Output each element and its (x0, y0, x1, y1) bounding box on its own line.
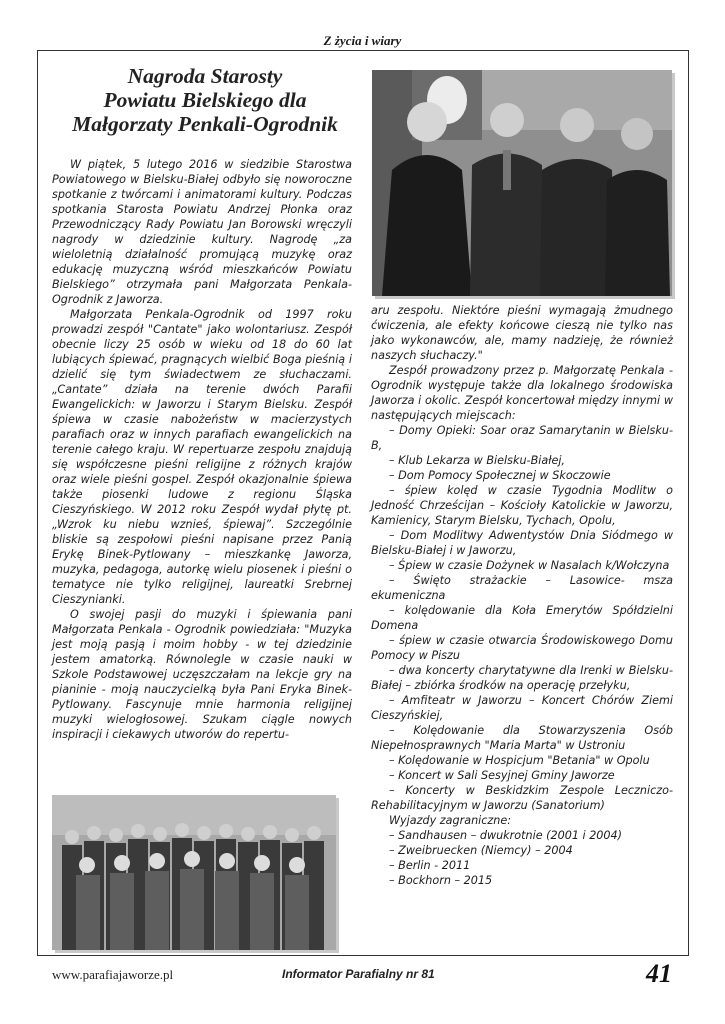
paragraph: aru zespołu. Niektóre pieśni wymagają żmudnego ćwiczenia, ale efekty końcowe cieszą nie tylko nas jako wykonawców, ale, mamy nadzieję, że również naszych słuchaczy." (371, 304, 673, 362)
title-line: Powiatu Bielskiego dla (103, 88, 307, 112)
venue-item: – śpiew w czasie otwarcia Środowiskowego Domu Pomocy w Piszu (371, 634, 673, 662)
paragraph: O swojej pasji do muzyki i śpiewania pani Małgorzata Penkala - Ogrodnik powiedziała: "Muzyka jest moją pasją i moim hobby - w tej dziedzinie jestem amatorką. Równolegle w czasie nauki w Szkole Podstawowej uczęszczałam na lekcje gry na pianinie - moją nauczycielką była Pani Eryka Binek-Pytlowany. Fascynuje mnie harmonia religijnej muzyki wielogłosowej. Szukam ciągle nowych inspiracji i ciekawych utworów do repertu- (52, 608, 352, 741)
venue-item: – Dom Pomocy Społecznej w Skoczowie (389, 469, 611, 482)
choir-photo-illustration (52, 795, 336, 950)
venue-item: – Domy Opieki: Soar oraz Samarytanin w Bielsku-B, (371, 424, 673, 452)
venue-item: – dwa koncerty charytatywne dla Irenki w Bielsku-Białej – zbiórka środków na operację przełyku, (371, 664, 673, 692)
venue-item: – śpiew kolęd w czasie Tygodnia Modlitw o Jedność Chrześcijan – Kościoły Katolickie w Jaworzu, Kamienicy, Starym Bielsku, Tychach, Opolu, (371, 484, 673, 527)
title-line: Nagroda Starosty (127, 64, 283, 88)
right-column (371, 303, 673, 888)
travel-item: – Sandhausen – dwukrotnie (2001 i 2004) (389, 829, 623, 842)
venue-item: – Koncerty w Beskidzkim Zespole Leczniczo-Rehabilitacyjnym w Jaworzu (Sanatorium) (371, 784, 673, 812)
travel-item: – Zweibruecken (Niemcy) – 2004 (389, 844, 573, 857)
left-column (52, 157, 352, 742)
travel-item: – Bockhorn – 2015 (389, 874, 493, 887)
paragraph: Zespół prowadzony przez p. Małgorzatę Penkala - Ogrodnik występuje także dla lokalnego środowiska Jaworza i okolic. Zespół koncertował między innymi w następujących miejscach: (371, 364, 673, 422)
travel-item: – Berlin - 2011 (389, 859, 471, 872)
award-photo (372, 70, 672, 296)
section-title: Z życia i wiary (323, 33, 402, 48)
venue-item: – Koncert w Sali Sesyjnej Gminy Jaworze (389, 769, 615, 782)
paragraph: Małgorzata Penkala-Ogrodnik od 1997 roku prowadzi zespół "Cantate" jako wolontariusz. Zespół obecnie liczy 25 osób w wieku od 18 do 60 lat lubiących śpiewać, pragnących wielbić Boga pieśnią i dzielić się tym świadectwem ze słuchaczami. „Cantate” działa na terenie dwóch Parafii Ewangelickich: w Jaworzu i Starym Bielsku. Zespół śpiewa w czasie nabożeństw w macierzystych parafiach oraz w innych parafiach ewangelickich na terenie całego kraju. W repertuarze zespołu znajdują się współczesne pieśni religijne z różnych krajów oraz wiele pieśni gospel. Zespół okazjonalnie śpiewa także piosenki ludowe z regionu Śląska Cieszyńskiego. W 2012 roku Zespół wydał płytę pt. „Wzrok ku niebu wznieś, śpiewaj”. Szczególnie bliskie są zespołowi pieśni napisane przez Panią Erykę Binek-Pytlowany – mieszkankę Jaworza, muzyka, pedagoga, autorkę wielu piosenek i pieśni o tematyce nie tylko religijnej, laureatki Srebrnej Cieszynianki. (52, 308, 352, 606)
page-number: 41 (646, 959, 672, 988)
venue-item: – Święto strażackie – Lasowice- msza ekumeniczna (371, 574, 673, 602)
venue-item: – Kolędowanie w Hospicjum "Betania" w Opolu (389, 754, 650, 767)
article-title (60, 64, 350, 136)
venue-item: – Klub Lekarza w Bielsku-Białej, (389, 454, 565, 467)
venue-item: – Amfiteatr w Jaworzu – Koncert Chórów Ziemi Cieszyńskiej, (371, 694, 673, 722)
venue-item: – Śpiew w czasie Dożynek w Nasalach k/Wołczyna (389, 559, 670, 572)
footer-website: www.parafiajaworze.pl (52, 967, 174, 982)
choir-photo (52, 795, 336, 950)
venue-item: – kolędowanie dla Koła Emerytów Spółdzielni Domena (371, 604, 673, 632)
paragraph: W piątek, 5 lutego 2016 w siedzibie Starostwa Powiatowego w Bielsku-Białej odbyło się noworoczne spotkanie z twórcami i animatorami kultury. Podczas spotkania Starosta Powiatu Andrzej Płonka oraz Przewodniczący Rady Powiatu Jan Borowski wręczyli nagrody w dziedzinie kultury. Nagrodę „za wieloletnią działalność promującą muzykę oraz edukację muzyczną wśród mieszkańców Powiatu Bielskiego” otrzymała pani Małgorzata Penkala-Ogrodnik z Jaworza. (52, 158, 352, 306)
venue-item: – Dom Modlitwy Adwentystów Dnia Siódmego w Bielsku-Białej i w Jaworzu, (371, 529, 673, 557)
title-line: Małgorzaty Penkali-Ogrodnik (72, 112, 338, 136)
venue-item: – Kolędowanie dla Stowarzyszenia Osób Niepełnosprawnych "Maria Marta" w Ustroniu (371, 724, 673, 752)
award-photo-illustration (372, 70, 672, 296)
travel-heading: Wyjazdy zagraniczne: (389, 814, 512, 827)
footer-magazine: Informator Parafialny nr 81 (282, 967, 435, 981)
